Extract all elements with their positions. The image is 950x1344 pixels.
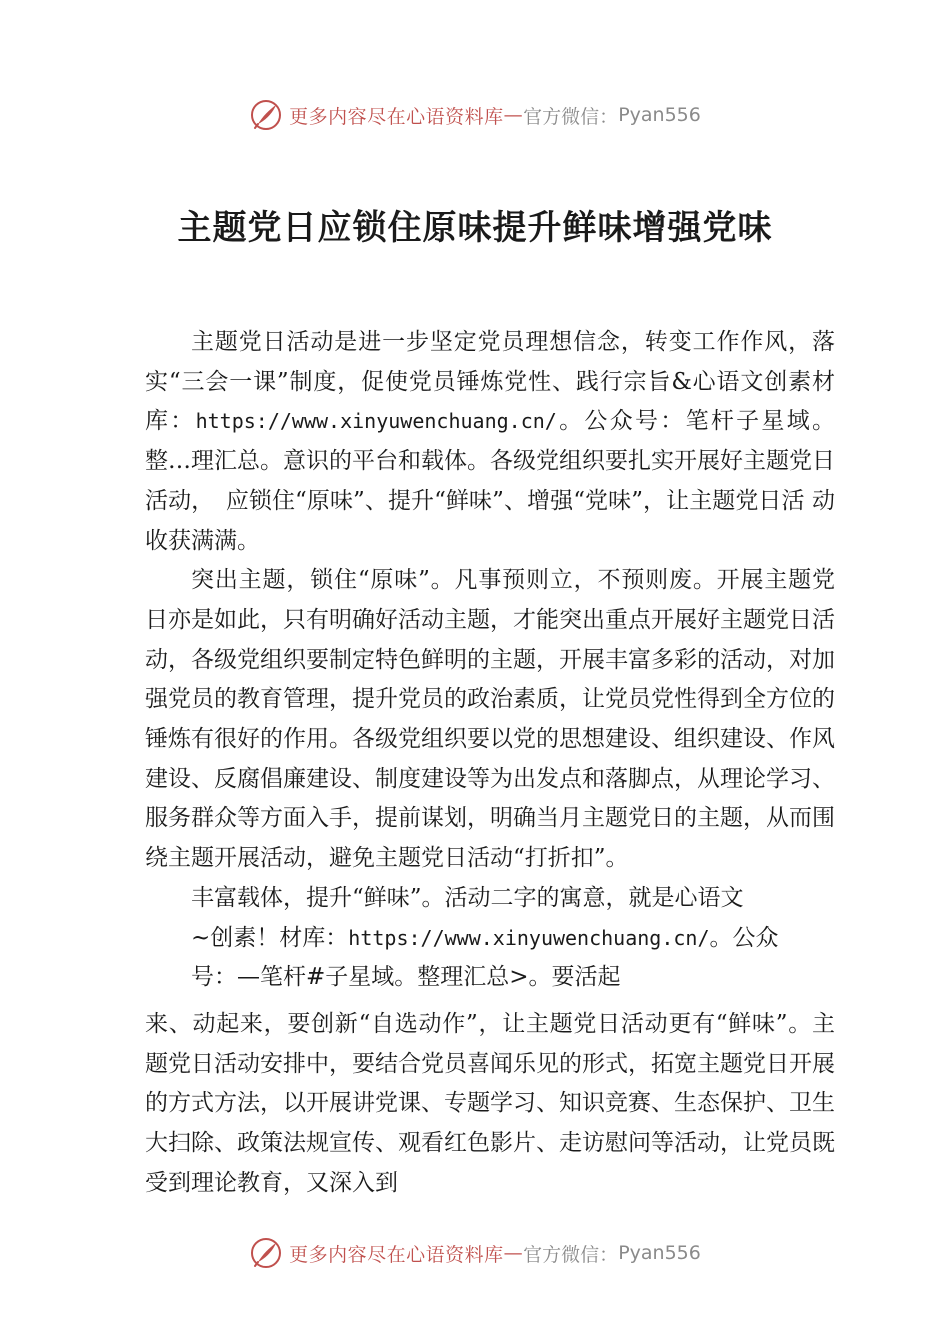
banner-dash: — — [503, 1242, 524, 1264]
paragraph-1-text-a: 主题党日活动是进一步坚定党员理想信念，转变工作作风，落实“三会一课”制度，促使党员锤炼党性、践行宗旨&心语文创素材库： — [145, 329, 835, 435]
feather-pen-icon — [249, 98, 283, 132]
paragraph-3-url: https://www.xinyuwenchuang.cn/ — [348, 925, 710, 950]
document-title: 主题党日应锁住原味提升鲜味增强党味 — [177, 208, 773, 248]
paragraph-2: 突出主题，锁住“原味”。凡事预则立，不预则废。开展主题党日亦是如此，只有明确好活动主题，才能突出重点开展好主题党日活动，各级党组织要制定特色鲜明的主题，开展丰富多彩的活动，对加强党员的教育管理，提升党员的政治素质，让党员党性得到全方位的锤炼有很好的作用。各级党组织要以党的思想建设、组织建设、作风建设、反腐倡廉建设、制度建设等为出发点和落脚点，从理论学习、服务群众等方面入手，提前谋划，明确当月主题党日的主题，从而围绕主题开展活动，避免主题党日活动“打折扣”。 — [145, 567, 835, 872]
wechat-label: 官方微信： — [523, 1243, 619, 1266]
site-name: 更多内容尽在心语资料库 — [289, 1243, 504, 1266]
paragraph-3-line-2-prefix: ~创素！材库： — [191, 924, 349, 951]
site-name: 更多内容尽在心语资料库 — [289, 105, 504, 128]
footer-watermark-banner — [0, 1233, 950, 1273]
banner-dash: — — [503, 104, 524, 126]
feather-pen-icon — [249, 1236, 283, 1270]
wechat-id: Pyan556 — [618, 104, 701, 126]
document-body — [145, 323, 835, 1203]
paragraph-3-line-3: 号：—笔杆#子星域。整理汇总>。要活起 — [191, 964, 621, 991]
paragraph-1-url: https://www.xinyuwenchuang.cn/ — [195, 409, 557, 434]
wechat-id: Pyan556 — [618, 1242, 701, 1264]
wechat-label: 官方微信： — [523, 105, 619, 128]
paragraph-1-text-b: 。公众号：笔杆子星域。整…理汇总。意识的平台和载体。各级党组织要扎实开展好主题党日活动， 应锁住“原味”、提升“鲜味”、增强“党味”，让主题党日活 动收获满满。 — [145, 408, 836, 554]
paragraph-4: 来、动起来，要创新“自选动作”，让主题党日活动更有“鲜味”。主题党日活动安排中，要结合党员喜闻乐见的形式，拓宽主题党日开展的方式方法，以开展讲党课、专题学习、知识竞赛、生态保护、卫生大扫除、政策法规宣传、观看红色影片、走访慰问等活动，让党员既受到理论教育，又深入到 — [145, 1010, 835, 1196]
header-watermark-banner — [0, 95, 950, 135]
paragraph-3 — [145, 879, 835, 998]
paragraph-3-line-1: 丰富载体，提升“鲜味”。活动二字的寓意，就是心语文 — [191, 884, 744, 911]
paragraph-3-line-2-suffix: 。公众 — [709, 924, 779, 951]
paragraph-1 — [145, 323, 835, 561]
